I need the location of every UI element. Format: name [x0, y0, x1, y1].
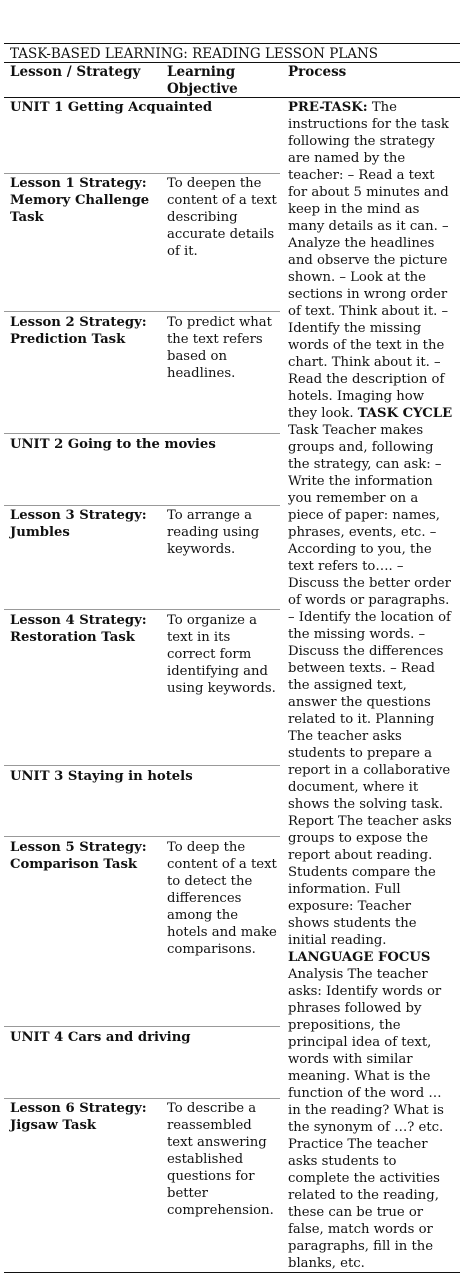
unit-2-label: UNIT 2 Going to the movies: [10, 437, 216, 452]
row-divider: [4, 836, 280, 837]
row-divider: [4, 1026, 280, 1027]
header-objective: Learning Objective: [167, 64, 238, 97]
table-top-rule: [4, 43, 460, 44]
pretask-text: The instructions for the task following the strategy are named by the teacher: – Read a text for about 5 minutes and keep in the mind as many details as it can. – Analyze the headlines and observe the picture shown. – Look at the sections in wrong order of text. Think about it. – Identify the missing words of the text in the chart. Think about it. – Read the description of hotels. Imaging how they look.: [288, 100, 449, 421]
lesson-1-strategy: Lesson 1 Strategy: Memory Challenge Task: [10, 176, 150, 225]
lesson-3-strategy: Lesson 3 Strategy: Jumbles: [10, 508, 147, 540]
pretask-label: PRE-TASK:: [288, 100, 368, 115]
unit-1-label: UNIT 1 Getting Acquainted: [10, 100, 213, 115]
lesson-2-strategy: Lesson 2 Strategy: Prediction Task: [10, 315, 147, 347]
unit-4-label: UNIT 4 Cars and driving: [10, 1030, 191, 1045]
lesson-6-strategy: Lesson 6 Strategy: Jigsaw Task: [10, 1101, 147, 1133]
row-divider: [4, 1098, 280, 1099]
table-bottom-rule: [4, 1272, 460, 1273]
row-divider: [4, 609, 280, 610]
lesson-2-objective: To predict what the text refers based on headlines.: [167, 315, 272, 381]
header-lesson: Lesson / Strategy: [10, 64, 141, 80]
lesson-6-objective: To describe a reassembled text answering established questions for better comprehension.: [167, 1101, 274, 1218]
header-rule: [4, 97, 460, 98]
process-text: [288, 99, 456, 1272]
language-focus-text: Analysis The teacher asks: Identify words or phrases followed by prepositions, the principal idea of text, words with similar meaning. What is the function of the word … in the reading? What is the synonym of …? etc. Practice The teacher asks students to complete the activities related to the reading, these can be true or false, match words or paragraphs, fill in the blanks, etc.: [288, 967, 444, 1271]
table-title: TASK-BASED LEARNING: READING LESSON PLANS: [10, 46, 379, 62]
title-rule: [4, 62, 460, 63]
task-cycle-label: TASK CYCLE: [357, 406, 453, 421]
lesson-4-objective: To organize a text in its correct form identifying and using keywords.: [167, 613, 276, 696]
lesson-1-objective: To deepen the content of a text describing accurate details of it.: [167, 176, 277, 259]
unit-3-label: UNIT 3 Staying in hotels: [10, 769, 193, 784]
task-cycle-text: Task Teacher makes groups and, following the strategy, can ask: – Write the information you remember on a piece of paper: names, phrases, events, etc. – According to you, the text refers to…. – Discuss the better order of words or paragraphs. – Identify the location of the missing words. – Discuss the differences between texts. – Read the assigned text, answer the questions related to it. Planning The teacher asks students to prepare a report in a collaborative document, where it shows the solving task. Report The teacher asks groups to expose the report about reading. Students compare the information. Full exposure: Teacher shows students the initial reading.: [288, 423, 452, 948]
row-divider: [4, 505, 280, 506]
row-divider: [4, 765, 280, 766]
row-divider: [4, 433, 280, 434]
lesson-4-strategy: Lesson 4 Strategy: Restoration Task: [10, 613, 147, 645]
row-divider: [4, 311, 280, 312]
lesson-5-objective: To deep the content of a text to detect the differences among the hotels and make comparisons.: [167, 840, 277, 957]
row-divider: [4, 173, 280, 174]
lesson-5-strategy: Lesson 5 Strategy: Comparison Task: [10, 840, 147, 872]
lesson-3-objective: To arrange a reading using keywords.: [167, 508, 260, 557]
language-focus-label: LANGUAGE FOCUS: [288, 950, 431, 965]
header-process: Process: [288, 64, 347, 80]
